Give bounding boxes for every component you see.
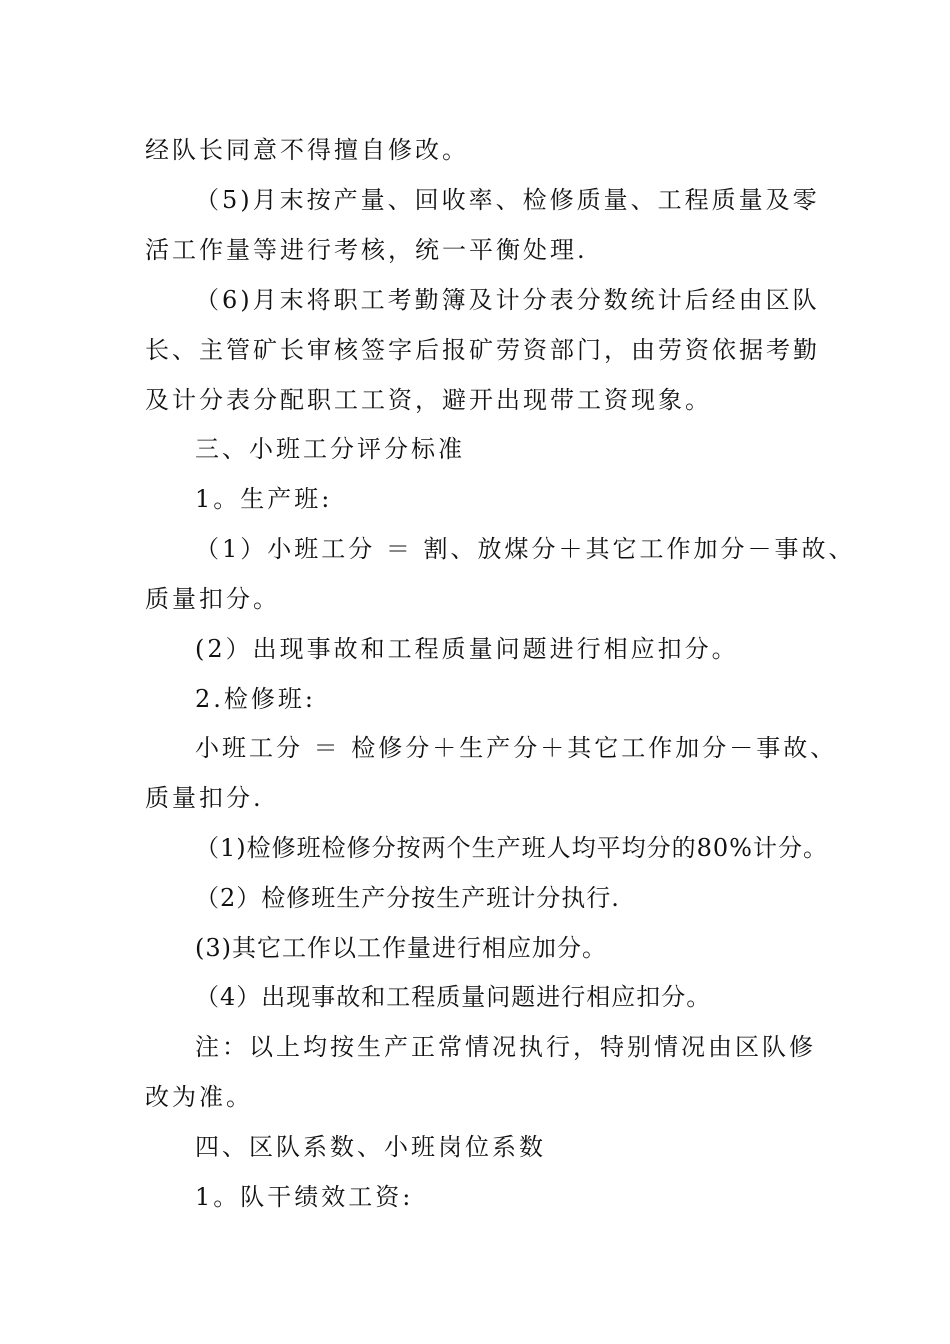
text-line: 小班工分 ＝ 检修分＋生产分＋其它工作加分－事故、 <box>195 734 838 762</box>
text-line: 经队长同意不得擅自修改。 <box>145 136 469 164</box>
text-line: （5)月末按产量、回收率、检修质量、工程质量及零 <box>195 186 820 214</box>
text-line: （4）出现事故和工程质量问题进行相应扣分。 <box>195 983 712 1011</box>
section-heading: 四、区队系数、小班岗位系数 <box>195 1133 546 1161</box>
text-line: 及计分表分配职工工资，避开出现带工资现象。 <box>145 386 712 414</box>
subsection-heading: 1。生产班: <box>195 485 333 513</box>
section-heading: 三、小班工分评分标准 <box>195 435 465 463</box>
note-line: 注：以上均按生产正常情况执行，特别情况由区队修 <box>195 1033 816 1061</box>
text-line: 质量扣分。 <box>145 585 280 613</box>
text-line: (3)其它工作以工作量进行相应加分。 <box>195 934 607 962</box>
text-line: （6)月末将职工考勤簿及计分表分数统计后经由区队 <box>195 286 820 314</box>
text-line: （1)检修班检修分按两个生产班人均平均分的80%计分。 <box>195 834 828 862</box>
note-line: 改为准。 <box>145 1083 253 1111</box>
text-line: （1）小班工分 ＝ 割、放煤分＋其它工作加分－事故、 <box>195 535 856 563</box>
text-line: 质量扣分. <box>145 784 264 812</box>
subsection-heading: 2.检修班: <box>195 685 316 713</box>
subsection-heading: 1。队干绩效工资: <box>195 1183 414 1211</box>
text-line: 长、主管矿长审核签字后报矿劳资部门，由劳资依据考勤 <box>145 336 820 364</box>
text-line: 活工作量等进行考核，统一平衡处理. <box>145 236 588 264</box>
text-line: (2）出现事故和工程质量问题进行相应扣分。 <box>195 635 739 663</box>
text-line: （2）检修班生产分按生产班计分执行. <box>195 884 620 912</box>
